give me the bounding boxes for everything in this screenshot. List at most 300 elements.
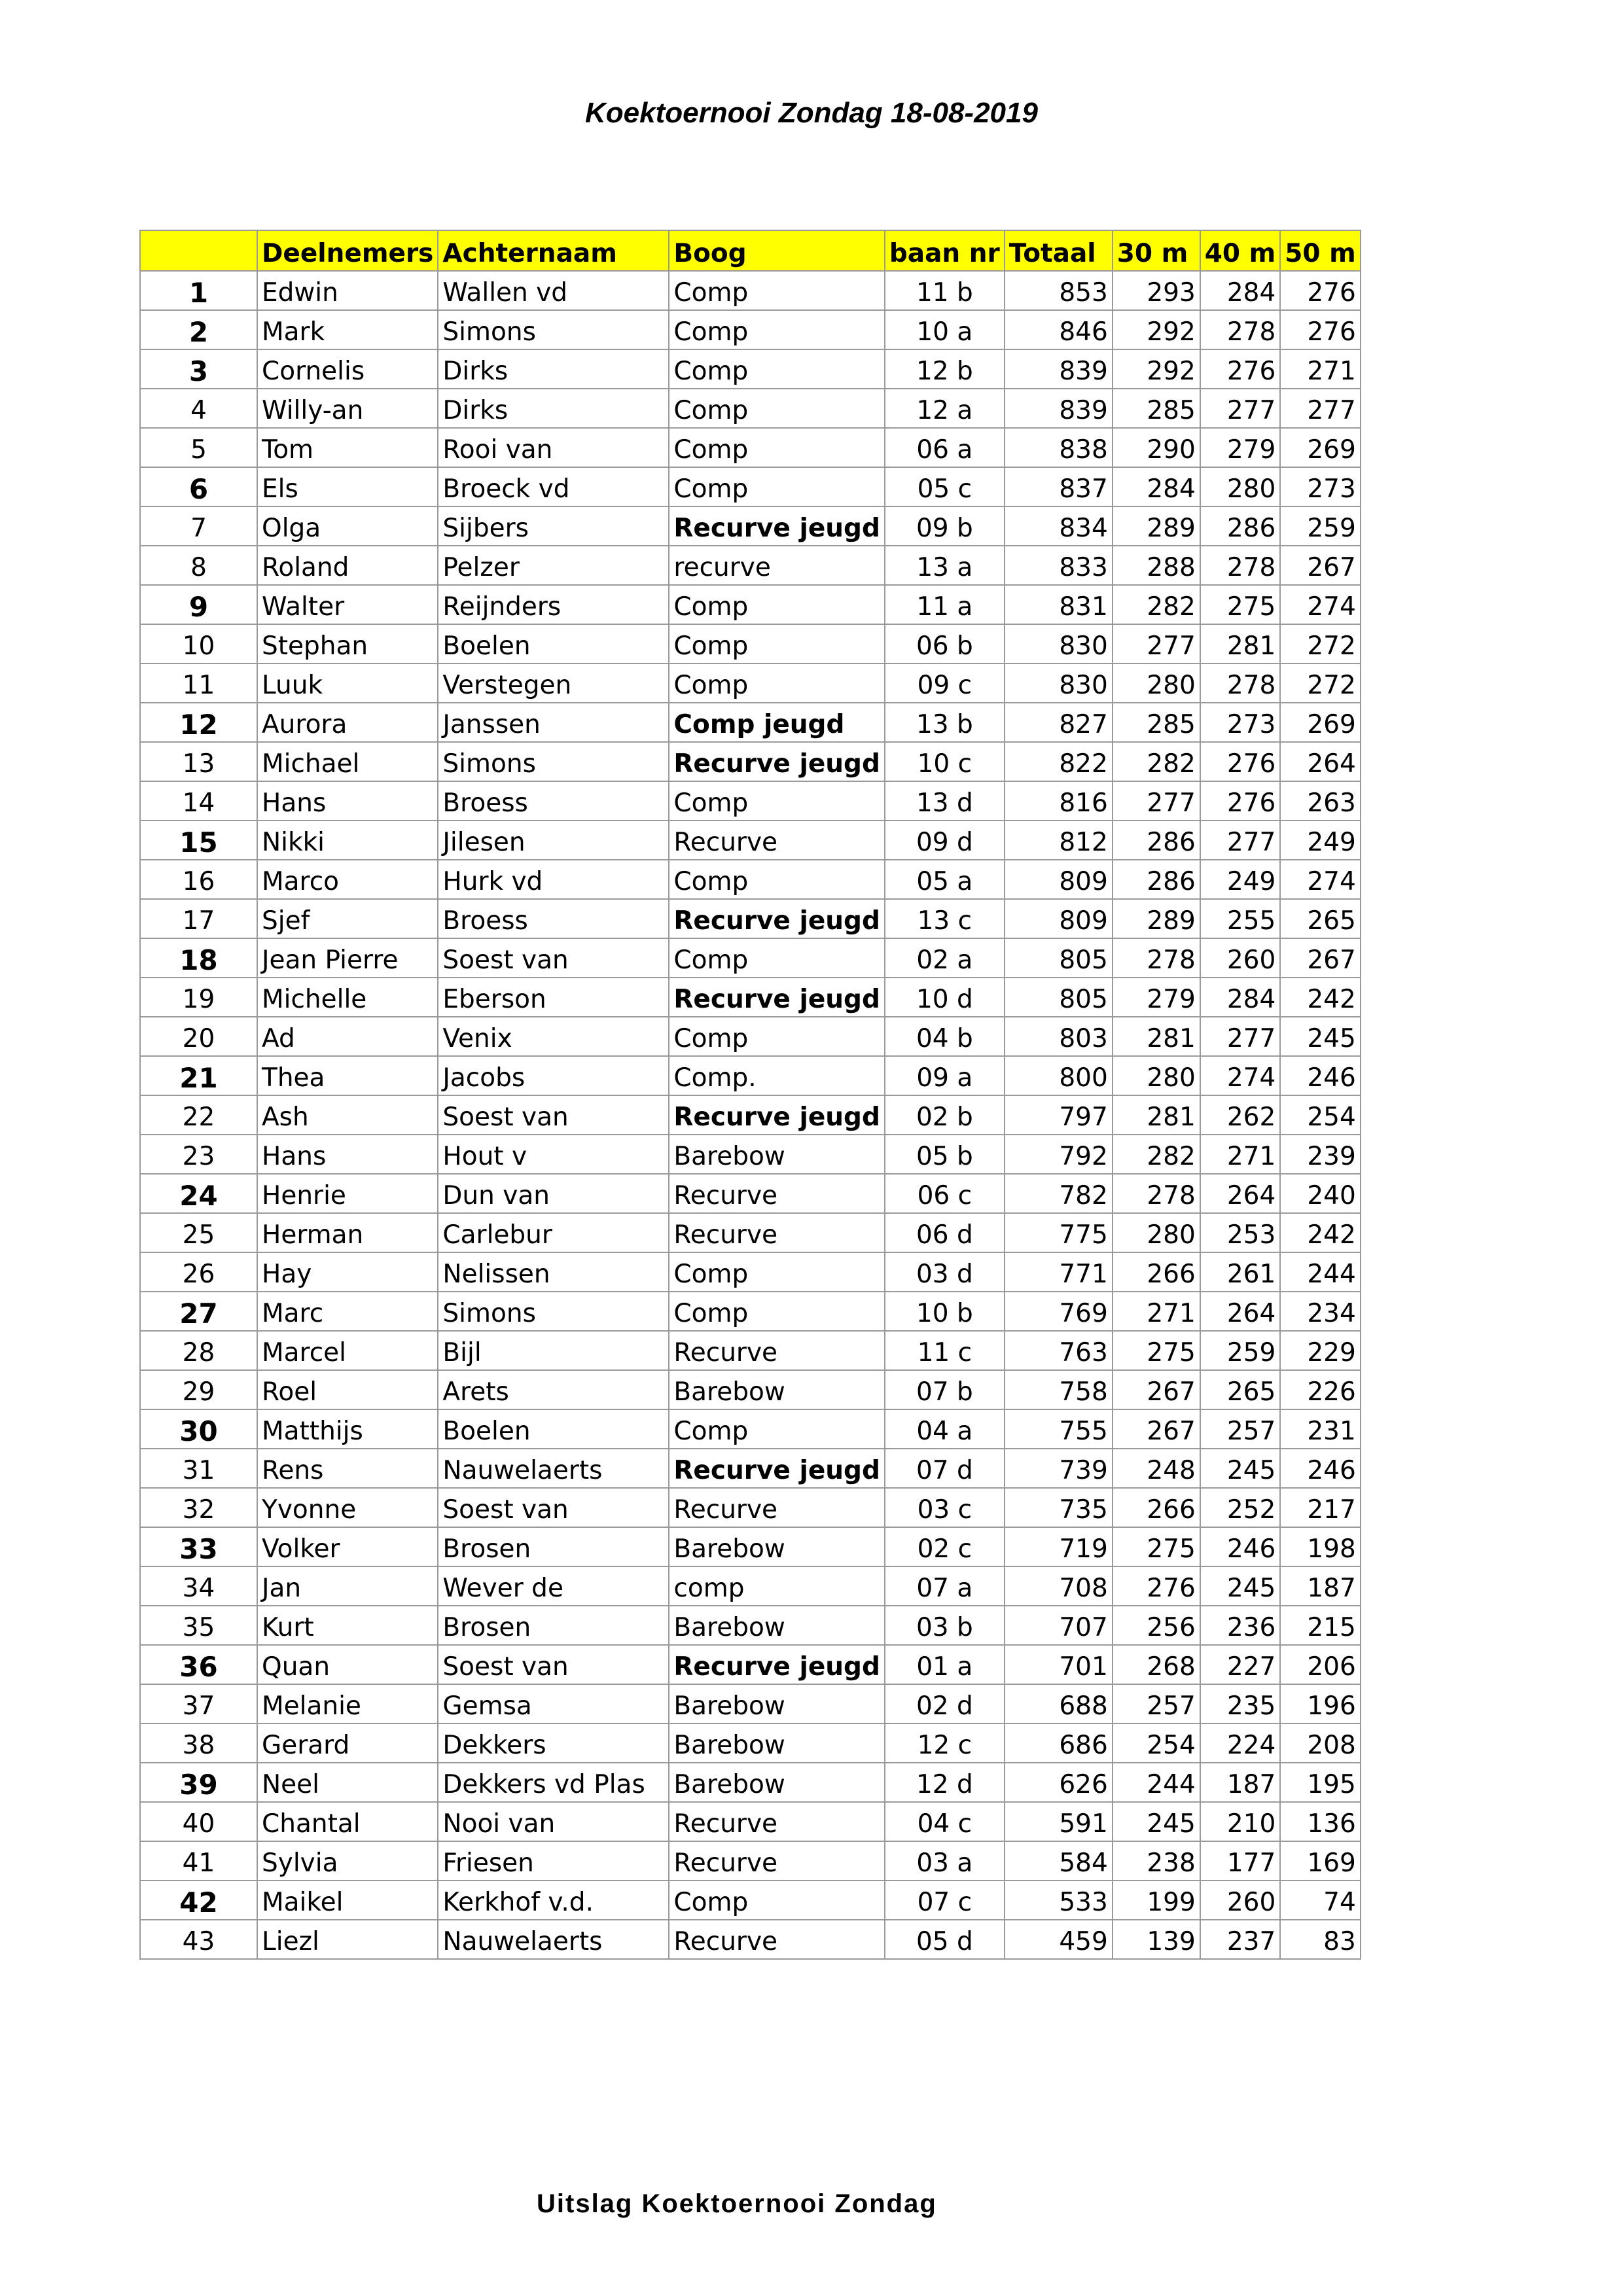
cell-totaal: 816	[1005, 781, 1113, 821]
cell-baan: 09 b	[885, 506, 1005, 546]
cell-30m: 279	[1113, 978, 1200, 1017]
cell-boog: Recurve jeugd	[669, 1449, 884, 1488]
cell-40m: 260	[1200, 938, 1281, 978]
cell-baan: 05 b	[885, 1135, 1005, 1174]
cell-last-name: Brosen	[438, 1527, 669, 1566]
table-row	[140, 349, 1361, 389]
cell-baan: 11 c	[885, 1331, 1005, 1370]
table-row	[140, 1370, 1361, 1409]
cell-40m: 255	[1200, 899, 1281, 938]
cell-40m: 261	[1200, 1252, 1281, 1292]
cell-30m: 266	[1113, 1252, 1200, 1292]
cell-rank: 19	[140, 978, 257, 1017]
cell-rank: 7	[140, 506, 257, 546]
cell-50m: 276	[1280, 271, 1361, 310]
table-row	[140, 1684, 1361, 1723]
cell-rank: 8	[140, 546, 257, 585]
cell-rank: 41	[140, 1841, 257, 1881]
cell-50m: 229	[1280, 1331, 1361, 1370]
cell-first-name: Jan	[257, 1566, 438, 1606]
cell-last-name: Bijl	[438, 1331, 669, 1370]
cell-first-name: Marcel	[257, 1331, 438, 1370]
cell-totaal: 686	[1005, 1723, 1113, 1763]
cell-40m: 279	[1200, 428, 1281, 467]
cell-30m: 278	[1113, 1174, 1200, 1213]
cell-last-name: Rooi van	[438, 428, 669, 467]
table-row	[140, 742, 1361, 781]
cell-last-name: Nelissen	[438, 1252, 669, 1292]
cell-30m: 282	[1113, 585, 1200, 624]
cell-baan: 02 a	[885, 938, 1005, 978]
cell-50m: 195	[1280, 1763, 1361, 1802]
cell-totaal: 735	[1005, 1488, 1113, 1527]
cell-boog: Barebow	[669, 1723, 884, 1763]
cell-baan: 06 a	[885, 428, 1005, 467]
cell-40m: 236	[1200, 1606, 1281, 1645]
results-table	[139, 230, 1361, 1960]
cell-30m: 289	[1113, 899, 1200, 938]
cell-30m: 256	[1113, 1606, 1200, 1645]
cell-first-name: Nikki	[257, 821, 438, 860]
table-row	[140, 1645, 1361, 1684]
cell-rank: 22	[140, 1095, 257, 1135]
cell-baan: 06 c	[885, 1174, 1005, 1213]
cell-totaal: 833	[1005, 546, 1113, 585]
cell-last-name: Brosen	[438, 1606, 669, 1645]
cell-40m: 280	[1200, 467, 1281, 506]
cell-baan: 09 a	[885, 1056, 1005, 1095]
cell-rank: 35	[140, 1606, 257, 1645]
cell-40m: 278	[1200, 310, 1281, 349]
cell-30m: 292	[1113, 310, 1200, 349]
cell-50m: 274	[1280, 585, 1361, 624]
cell-30m: 139	[1113, 1920, 1200, 1959]
cell-first-name: Chantal	[257, 1802, 438, 1841]
cell-50m: 267	[1280, 546, 1361, 585]
cell-baan: 06 b	[885, 624, 1005, 663]
cell-totaal: 719	[1005, 1527, 1113, 1566]
table-row	[140, 860, 1361, 899]
cell-40m: 278	[1200, 546, 1281, 585]
table-row	[140, 585, 1361, 624]
cell-30m: 293	[1113, 271, 1200, 310]
table-row	[140, 1802, 1361, 1841]
cell-rank: 43	[140, 1920, 257, 1959]
cell-50m: 187	[1280, 1566, 1361, 1606]
table-row	[140, 1174, 1361, 1213]
table-row	[140, 1488, 1361, 1527]
table-row	[140, 1763, 1361, 1802]
cell-boog: Comp	[669, 663, 884, 703]
cell-boog: Recurve	[669, 1331, 884, 1370]
cell-30m: 286	[1113, 821, 1200, 860]
table-row	[140, 310, 1361, 349]
cell-40m: 275	[1200, 585, 1281, 624]
cell-first-name: Hans	[257, 781, 438, 821]
cell-30m: 277	[1113, 781, 1200, 821]
cell-rank: 11	[140, 663, 257, 703]
cell-40m: 276	[1200, 349, 1281, 389]
cell-rank: 24	[140, 1174, 257, 1213]
cell-40m: 277	[1200, 389, 1281, 428]
cell-rank: 40	[140, 1802, 257, 1841]
cell-40m: 265	[1200, 1370, 1281, 1409]
cell-40m: 187	[1200, 1763, 1281, 1802]
cell-50m: 264	[1280, 742, 1361, 781]
cell-baan: 07 d	[885, 1449, 1005, 1488]
cell-boog: Comp	[669, 781, 884, 821]
cell-first-name: Ash	[257, 1095, 438, 1135]
cell-40m: 264	[1200, 1174, 1281, 1213]
cell-30m: 280	[1113, 1213, 1200, 1252]
cell-totaal: 839	[1005, 389, 1113, 428]
cell-boog: Comp	[669, 1017, 884, 1056]
cell-boog: Recurve	[669, 1174, 884, 1213]
cell-30m: 245	[1113, 1802, 1200, 1841]
cell-40m: 235	[1200, 1684, 1281, 1723]
cell-last-name: Dirks	[438, 349, 669, 389]
cell-30m: 288	[1113, 546, 1200, 585]
cell-last-name: Kerkhof v.d.	[438, 1881, 669, 1920]
cell-totaal: 805	[1005, 978, 1113, 1017]
cell-rank: 6	[140, 467, 257, 506]
cell-40m: 274	[1200, 1056, 1281, 1095]
cell-rank: 12	[140, 703, 257, 742]
cell-50m: 74	[1280, 1881, 1361, 1920]
cell-baan: 01 a	[885, 1645, 1005, 1684]
cell-totaal: 805	[1005, 938, 1113, 978]
cell-baan: 05 c	[885, 467, 1005, 506]
cell-last-name: Sijbers	[438, 506, 669, 546]
cell-40m: 273	[1200, 703, 1281, 742]
cell-first-name: Tom	[257, 428, 438, 467]
cell-baan: 12 b	[885, 349, 1005, 389]
cell-40m: 286	[1200, 506, 1281, 546]
cell-totaal: 782	[1005, 1174, 1113, 1213]
cell-boog: Barebow	[669, 1606, 884, 1645]
cell-30m: 257	[1113, 1684, 1200, 1723]
cell-baan: 13 c	[885, 899, 1005, 938]
cell-50m: 274	[1280, 860, 1361, 899]
table-row	[140, 938, 1361, 978]
cell-50m: 215	[1280, 1606, 1361, 1645]
cell-boog: Barebow	[669, 1135, 884, 1174]
cell-baan: 13 b	[885, 703, 1005, 742]
cell-baan: 03 a	[885, 1841, 1005, 1881]
cell-30m: 199	[1113, 1881, 1200, 1920]
cell-last-name: Dun van	[438, 1174, 669, 1213]
cell-rank: 33	[140, 1527, 257, 1566]
cell-baan: 12 a	[885, 389, 1005, 428]
cell-first-name: Mark	[257, 310, 438, 349]
cell-30m: 238	[1113, 1841, 1200, 1881]
cell-first-name: Michael	[257, 742, 438, 781]
cell-totaal: 775	[1005, 1213, 1113, 1252]
cell-first-name: Rens	[257, 1449, 438, 1488]
cell-40m: 284	[1200, 978, 1281, 1017]
cell-baan: 03 d	[885, 1252, 1005, 1292]
cell-50m: 246	[1280, 1056, 1361, 1095]
cell-first-name: Sjef	[257, 899, 438, 938]
cell-totaal: 803	[1005, 1017, 1113, 1056]
cell-last-name: Gemsa	[438, 1684, 669, 1723]
cell-30m: 289	[1113, 506, 1200, 546]
cell-last-name: Dekkers vd Plas	[438, 1763, 669, 1802]
cell-totaal: 846	[1005, 310, 1113, 349]
cell-50m: 269	[1280, 703, 1361, 742]
cell-boog: Comp	[669, 1881, 884, 1920]
cell-totaal: 707	[1005, 1606, 1113, 1645]
cell-last-name: Simons	[438, 310, 669, 349]
footer-cut-label: Uitslag Koektoernooi Zondag	[537, 2189, 937, 2218]
cell-50m: 272	[1280, 663, 1361, 703]
cell-baan: 02 d	[885, 1684, 1005, 1723]
table-row	[140, 1292, 1361, 1331]
cell-last-name: Carlebur	[438, 1213, 669, 1252]
cell-last-name: Pelzer	[438, 546, 669, 585]
table-row	[140, 703, 1361, 742]
cell-rank: 21	[140, 1056, 257, 1095]
cell-30m: 267	[1113, 1409, 1200, 1449]
cell-boog: Recurve jeugd	[669, 742, 884, 781]
cell-rank: 20	[140, 1017, 257, 1056]
cell-first-name: Herman	[257, 1213, 438, 1252]
cell-rank: 29	[140, 1370, 257, 1409]
cell-50m: 242	[1280, 1213, 1361, 1252]
cell-rank: 36	[140, 1645, 257, 1684]
cell-rank: 23	[140, 1135, 257, 1174]
cell-40m: 276	[1200, 781, 1281, 821]
table-row	[140, 467, 1361, 506]
cell-30m: 292	[1113, 349, 1200, 389]
cell-30m: 254	[1113, 1723, 1200, 1763]
cell-first-name: Hans	[257, 1135, 438, 1174]
cell-totaal: 839	[1005, 349, 1113, 389]
cell-first-name: Edwin	[257, 271, 438, 310]
cell-baan: 07 b	[885, 1370, 1005, 1409]
cell-baan: 07 c	[885, 1881, 1005, 1920]
table-header-row	[140, 230, 1361, 271]
cell-first-name: Marco	[257, 860, 438, 899]
cell-40m: 237	[1200, 1920, 1281, 1959]
cell-rank: 39	[140, 1763, 257, 1802]
cell-50m: 217	[1280, 1488, 1361, 1527]
header-totaal: Totaal	[1005, 230, 1113, 271]
cell-40m: 227	[1200, 1645, 1281, 1684]
cell-first-name: Sylvia	[257, 1841, 438, 1881]
cell-boog: Recurve jeugd	[669, 1645, 884, 1684]
table-row	[140, 624, 1361, 663]
cell-baan: 09 d	[885, 821, 1005, 860]
table-row	[140, 1213, 1361, 1252]
cell-rank: 2	[140, 310, 257, 349]
cell-first-name: Roel	[257, 1370, 438, 1409]
cell-first-name: Gerard	[257, 1723, 438, 1763]
cell-first-name: Hay	[257, 1252, 438, 1292]
cell-50m: 269	[1280, 428, 1361, 467]
cell-50m: 254	[1280, 1095, 1361, 1135]
cell-totaal: 800	[1005, 1056, 1113, 1095]
table-row	[140, 506, 1361, 546]
table-row	[140, 546, 1361, 585]
cell-40m: 260	[1200, 1881, 1281, 1920]
cell-boog: Comp	[669, 428, 884, 467]
cell-baan: 04 c	[885, 1802, 1005, 1841]
cell-first-name: Aurora	[257, 703, 438, 742]
cell-last-name: Broess	[438, 781, 669, 821]
cell-50m: 136	[1280, 1802, 1361, 1841]
cell-first-name: Volker	[257, 1527, 438, 1566]
cell-30m: 284	[1113, 467, 1200, 506]
cell-first-name: Henrie	[257, 1174, 438, 1213]
cell-baan: 13 d	[885, 781, 1005, 821]
cell-totaal: 688	[1005, 1684, 1113, 1723]
cell-boog: Recurve	[669, 1488, 884, 1527]
cell-rank: 30	[140, 1409, 257, 1449]
table-row	[140, 1527, 1361, 1566]
cell-last-name: Venix	[438, 1017, 669, 1056]
cell-30m: 281	[1113, 1095, 1200, 1135]
cell-50m: 206	[1280, 1645, 1361, 1684]
cell-40m: 276	[1200, 742, 1281, 781]
table-row	[140, 899, 1361, 938]
cell-boog: Recurve jeugd	[669, 506, 884, 546]
table-row	[140, 1449, 1361, 1488]
cell-boog: recurve	[669, 546, 884, 585]
cell-30m: 267	[1113, 1370, 1200, 1409]
cell-50m: 83	[1280, 1920, 1361, 1959]
cell-last-name: Reijnders	[438, 585, 669, 624]
cell-boog: Recurve	[669, 1920, 884, 1959]
cell-first-name: Matthijs	[257, 1409, 438, 1449]
table-row	[140, 781, 1361, 821]
cell-last-name: Soest van	[438, 1095, 669, 1135]
table-row	[140, 978, 1361, 1017]
cell-first-name: Yvonne	[257, 1488, 438, 1527]
cell-totaal: 591	[1005, 1802, 1113, 1841]
cell-first-name: Stephan	[257, 624, 438, 663]
table-row	[140, 1409, 1361, 1449]
cell-boog: Barebow	[669, 1684, 884, 1723]
cell-50m: 267	[1280, 938, 1361, 978]
cell-rank: 27	[140, 1292, 257, 1331]
cell-totaal: 853	[1005, 271, 1113, 310]
cell-rank: 32	[140, 1488, 257, 1527]
cell-baan: 10 b	[885, 1292, 1005, 1331]
cell-rank: 28	[140, 1331, 257, 1370]
cell-totaal: 626	[1005, 1763, 1113, 1802]
cell-baan: 07 a	[885, 1566, 1005, 1606]
cell-30m: 282	[1113, 742, 1200, 781]
table-row	[140, 663, 1361, 703]
cell-totaal: 834	[1005, 506, 1113, 546]
cell-40m: 278	[1200, 663, 1281, 703]
cell-totaal: 797	[1005, 1095, 1113, 1135]
cell-first-name: Kurt	[257, 1606, 438, 1645]
cell-last-name: Nauwelaerts	[438, 1449, 669, 1488]
cell-50m: 240	[1280, 1174, 1361, 1213]
cell-rank: 15	[140, 821, 257, 860]
cell-50m: 276	[1280, 310, 1361, 349]
cell-boog: Comp	[669, 310, 884, 349]
cell-30m: 286	[1113, 860, 1200, 899]
cell-boog: Comp	[669, 389, 884, 428]
cell-rank: 31	[140, 1449, 257, 1488]
cell-rank: 1	[140, 271, 257, 310]
cell-first-name: Thea	[257, 1056, 438, 1095]
table-row	[140, 1017, 1361, 1056]
table-row	[140, 1252, 1361, 1292]
cell-30m: 276	[1113, 1566, 1200, 1606]
cell-last-name: Nooi van	[438, 1802, 669, 1841]
cell-baan: 05 d	[885, 1920, 1005, 1959]
cell-baan: 12 c	[885, 1723, 1005, 1763]
cell-totaal: 809	[1005, 860, 1113, 899]
cell-baan: 05 a	[885, 860, 1005, 899]
cell-30m: 280	[1113, 663, 1200, 703]
cell-50m: 239	[1280, 1135, 1361, 1174]
cell-boog: Recurve jeugd	[669, 1095, 884, 1135]
cell-40m: 262	[1200, 1095, 1281, 1135]
cell-30m: 266	[1113, 1488, 1200, 1527]
cell-50m: 198	[1280, 1527, 1361, 1566]
cell-40m: 277	[1200, 1017, 1281, 1056]
cell-50m: 196	[1280, 1684, 1361, 1723]
cell-rank: 3	[140, 349, 257, 389]
cell-last-name: Hurk vd	[438, 860, 669, 899]
table-row	[140, 1135, 1361, 1174]
cell-baan: 13 a	[885, 546, 1005, 585]
cell-rank: 25	[140, 1213, 257, 1252]
cell-40m: 277	[1200, 821, 1281, 860]
cell-last-name: Simons	[438, 1292, 669, 1331]
table-row	[140, 1920, 1361, 1959]
cell-baan: 02 b	[885, 1095, 1005, 1135]
table-row	[140, 1566, 1361, 1606]
cell-40m: 271	[1200, 1135, 1281, 1174]
cell-30m: 280	[1113, 1056, 1200, 1095]
cell-50m: 263	[1280, 781, 1361, 821]
cell-first-name: Neel	[257, 1763, 438, 1802]
cell-last-name: Jacobs	[438, 1056, 669, 1095]
cell-first-name: Marc	[257, 1292, 438, 1331]
cell-boog: Recurve jeugd	[669, 899, 884, 938]
cell-rank: 14	[140, 781, 257, 821]
cell-50m: 273	[1280, 467, 1361, 506]
cell-boog: comp	[669, 1566, 884, 1606]
cell-last-name: Soest van	[438, 1488, 669, 1527]
cell-50m: 246	[1280, 1449, 1361, 1488]
cell-last-name: Simons	[438, 742, 669, 781]
cell-first-name: Maikel	[257, 1881, 438, 1920]
cell-50m: 249	[1280, 821, 1361, 860]
table-row	[140, 821, 1361, 860]
cell-last-name: Dirks	[438, 389, 669, 428]
header-40m: 40 m	[1200, 230, 1281, 271]
cell-30m: 277	[1113, 624, 1200, 663]
cell-40m: 252	[1200, 1488, 1281, 1527]
cell-rank: 34	[140, 1566, 257, 1606]
cell-first-name: Quan	[257, 1645, 438, 1684]
cell-first-name: Liezl	[257, 1920, 438, 1959]
cell-last-name: Boelen	[438, 624, 669, 663]
cell-boog: Comp	[669, 585, 884, 624]
cell-rank: 9	[140, 585, 257, 624]
cell-boog: Comp	[669, 1292, 884, 1331]
cell-rank: 10	[140, 624, 257, 663]
cell-totaal: 758	[1005, 1370, 1113, 1409]
header-achternaam: Achternaam	[438, 230, 669, 271]
